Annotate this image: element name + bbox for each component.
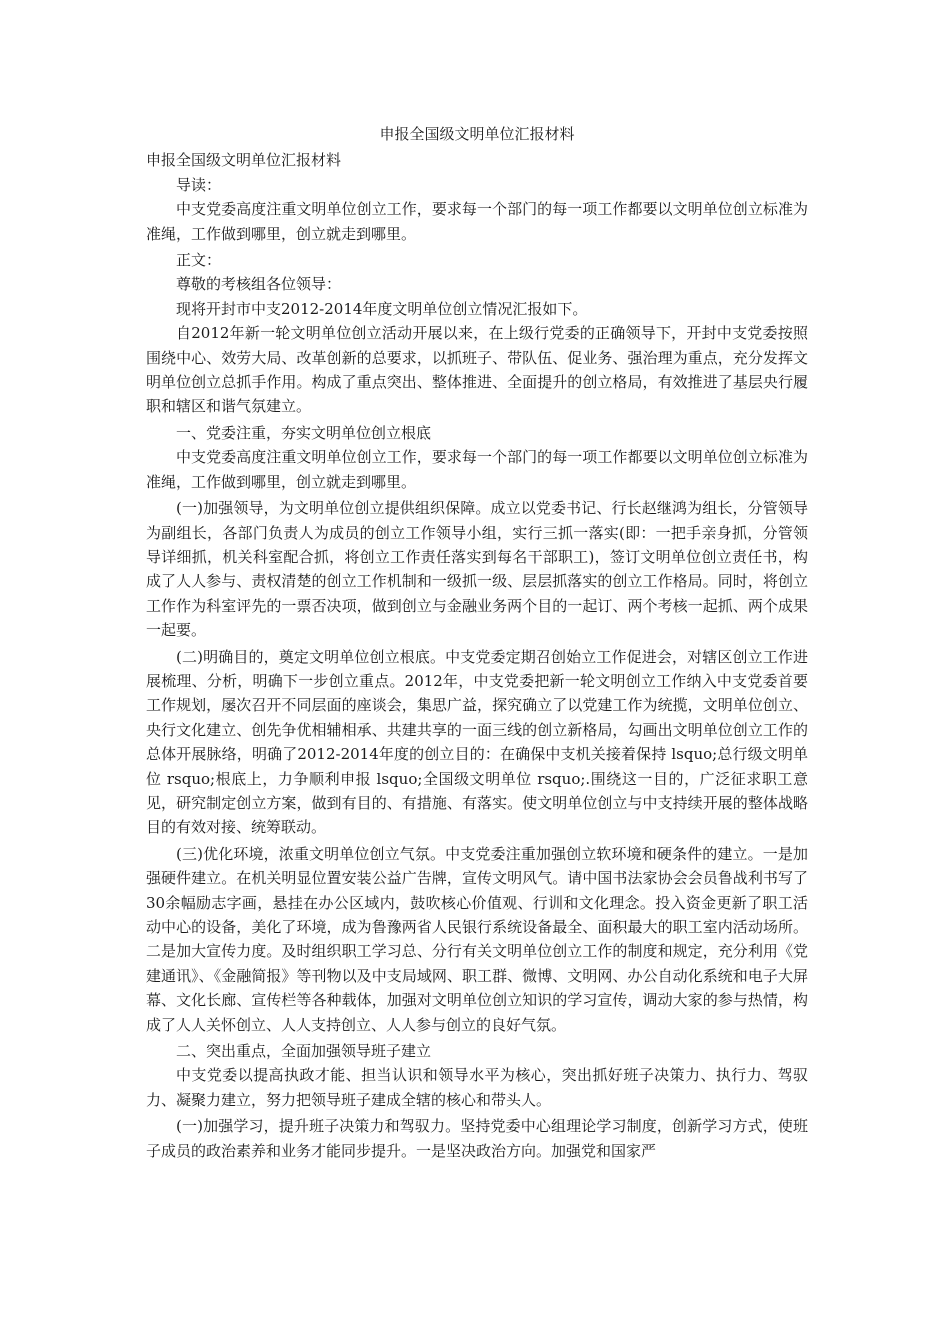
paragraph-section2-intro: 中支党委以提高执政才能、担当认识和领导水平为核心，突出抓好班子决策力、执行力、驾驭力、凝聚力建立，努力把领导班子建成全辖的核心和带头人。 — [146, 1066, 808, 1109]
paragraph-section1-item1: (一)加强领导，为文明单位创立提供组织保障。成立以党委书记、行长赵继鸿为组长，分管领导为副组长，各部门负责人为成员的创立工作领导小组，实行三抓一落实(即：一把手亲身抓，分管领导详细抓，机关科室配合抓，将创立工作责任落实到每名干部职工)，签订文明单位创立责任书，构成了人人参与、责权清楚的创立工作机制和一级抓一级、层层抓落实的创立工作格局。同时，将创立工作作为科室评先的一票否决项，做到创立与金融业务两个目的一起订、两个考核一起抓、两个成果一起要。 — [146, 499, 808, 640]
section-heading-1: 一、党委注重，夯实文明单位创立根底 — [176, 423, 432, 442]
document-page — [146, 122, 808, 1163]
section-heading-2: 二、突出重点，全面加强领导班子建立 — [176, 1042, 432, 1061]
paragraph-intro-text: 中支党委高度注重文明单位创立工作，要求每一个部门的每一项工作都要以文明单位创立标准为准绳，工作做到哪里，创立就走到哪里。 — [146, 200, 808, 243]
paragraph-body-label: 正文： — [176, 251, 222, 270]
paragraph-section1-item2: (二)明确目的，奠定文明单位创立根底。中支党委定期召创始立工作促进会，对辖区创立工作进展梳理、分析，明确下一步创立重点。2012年，中支党委把新一轮文明创立工作纳入中支党委首要工作规划，屡次召开不同层面的座谈会，集思广益，探究确立了以党建工作为统揽，文明单位创立、央行文化建立、创先争优相辅相承、共建共享的一面三线的创立新格局，勾画出文明单位创立工作的总体开展脉络，明确了2012-2014年度的创立目的：在确保中支机关接着保持 lsquo;总行级文明单位 rsquo;根底上，力争顺利申报 lsquo;全国级文明单位 rsquo;.围绕这一目的，广泛征求职工意见，研究制定创立方案，做到有目的、有措施、有落实。使文明单位创立与中支持续开展的整体战略目的有效对接、统筹联动。 — [146, 647, 808, 837]
document-title: 申报全国级文明单位汇报材料 — [379, 125, 575, 143]
paragraph-report-intro: 现将开封市中支2012-2014年度文明单位创立情况汇报如下。 — [176, 299, 588, 318]
paragraph-overview: 自2012年新一轮文明单位创立活动开展以来，在上级行党委的正确领导下，开封中支党委按照围绕中心、效劳大局、改革创新的总要求，以抓班子、带队伍、促业务、强治理为重点，充分发挥文明单位创立总抓手作用。构成了重点突出、整体推进、全面提升的创立格局，有效推进了基层央行履职和辖区和谐气氛建立。 — [146, 324, 808, 416]
paragraph-section1-item3: (三)优化环境，浓重文明单位创立气氛。中支党委注重加强创立软环境和硬条件的建立。一是加强硬件建立。在机关明显位置安装公益广告牌，宣传文明风气。请中国书法家协会会员鲁战利书写了30余幅励志字画，悬挂在办公区域内，鼓吹核心价值观、行训和文化理念。投入资金更新了职工活动中心的设备，美化了环境，成为鲁豫两省人民银行系统设备最全、面积最大的职工室内活动场所。二是加大宣传力度。及时组织职工学习总、分行有关文明单位创立工作的制度和规定，充分利用《党建通讯》、《金融简报》等刊物以及中支局域网、职工群、微博、文明网、办公自动化系统和电子大屏幕、文化长廊、宣传栏等各种载体，加强对文明单位创立知识的学习宣传，调动大家的参与热情，构成了人人关怀创立、人人支持创立、人人参与创立的良好气氛。 — [146, 844, 808, 1034]
paragraph-section1-intro: 中支党委高度注重文明单位创立工作，要求每一个部门的每一项工作都要以文明单位创立标准为准绳，工作做到哪里，创立就走到哪里。 — [146, 448, 808, 491]
document-subtitle: 申报全国级文明单位汇报材料 — [146, 151, 342, 170]
paragraph-intro-label: 导读： — [176, 175, 222, 194]
paragraph-section2-item1: (一)加强学习，提升班子决策力和驾驭力。坚持党委中心组理论学习制度，创新学习方式，使班子成员的政治素养和业务才能同步提升。一是坚决政治方向。加强党和国家严 — [146, 1117, 808, 1160]
paragraph-salutation: 尊敬的考核组各位领导： — [176, 275, 342, 294]
